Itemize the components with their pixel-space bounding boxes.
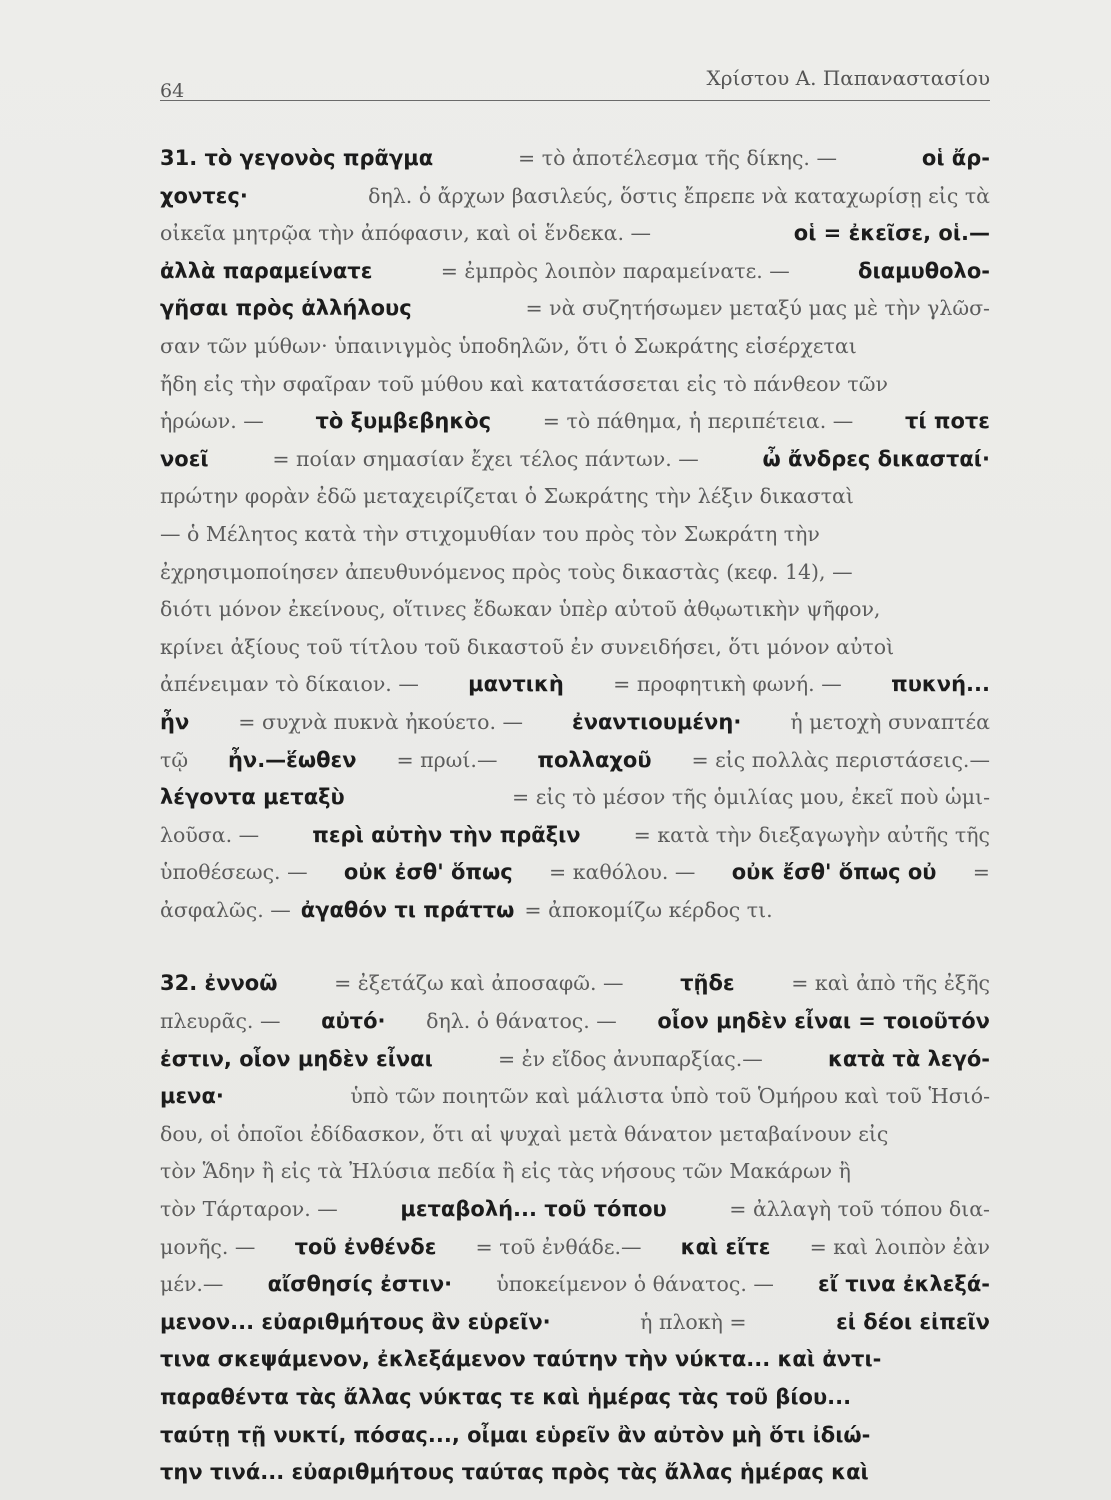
gloss-text: ἡ μετοχὴ συναπτέα (790, 709, 990, 734)
lemma-term: ὦ ἄνδρες δικασταί· (762, 446, 990, 471)
gloss-text: οἰκεῖα μητρῷα τὴν ἀπόφασιν, καὶ οἱ ἕνδεκα. — (160, 221, 651, 246)
text-line (160, 1116, 990, 1154)
text-line (160, 965, 990, 1003)
gloss-text: = ποίαν σημασίαν ἔχει τέλος πάντων. — (272, 446, 699, 471)
gloss-text: ἡρώων. — (160, 409, 264, 434)
gloss-text: διότι μόνον ἐκείνους, οἵτινες ἔδωκαν ὑπὲρ αὐτοῦ ἀθῳωτικὴν ψῆφον, (160, 597, 881, 622)
text-line (160, 1454, 990, 1492)
gloss-text: = καὶ ἀπὸ τῆς ἐξῆς (791, 971, 990, 996)
lemma-term: τῇδε (680, 971, 735, 996)
gloss-text: τὸν Ἅδην ἢ εἰς τὰ Ἠλύσια πεδία ἢ εἰς τὰς νήσους τῶν Μακάρων ἢ (160, 1159, 851, 1184)
text-line (160, 1003, 990, 1041)
lemma-term: 32. ἐννοῶ (160, 971, 278, 996)
gloss-text: = ἐξετάζω καὶ ἀποσαφῶ. — (334, 971, 624, 996)
gloss-text: σαν τῶν μύθων· ὑπαινιγμὸς ὑποδηλῶν, ὅτι ὁ Σωκράτης εἰσέρχεται (160, 333, 857, 358)
text-line (160, 1304, 990, 1342)
text-line (160, 290, 990, 328)
gloss-text: = τοῦ ἐνθάδε.— (475, 1234, 642, 1259)
commentary-paragraph (160, 965, 990, 1491)
lemma-term: οἷον μηδὲν εἶναι = τοιοῦτόν (657, 1009, 990, 1034)
text-line (160, 215, 990, 253)
lemma-term: ἀγαθόν τι πράττω (300, 897, 515, 922)
lemma-term: εἰ δέοι εἰπεῖν (836, 1309, 990, 1334)
text-line (160, 629, 990, 667)
gloss-text: = (972, 860, 990, 885)
gloss-text: κρίνει ἀξίους τοῦ τίτλου τοῦ δικαστοῦ ἐν συνειδήσει, ὅτι μόνον αὐτοὶ (160, 634, 895, 659)
gloss-text: τῷ (160, 747, 189, 772)
lemma-term: καὶ εἴτε (680, 1234, 771, 1259)
text-line (160, 178, 990, 216)
gloss-text: = συχνὰ πυκνὰ ἠκούετο. — (238, 709, 523, 734)
text-line (160, 140, 990, 178)
text-line (160, 892, 990, 930)
gloss-text: = ἐμπρὸς λοιπὸν παραμείνατε. — (440, 258, 790, 283)
gloss-text: = ἐν εἴδος ἀνυπαρξίας.— (497, 1046, 763, 1071)
gloss-text: ἐχρησιμοποίησεν ἀπευθυνόμενος πρὸς τοὺς δικαστὰς (κεφ. 14), — (160, 559, 853, 584)
gloss-text: δηλ. ὁ ἄρχων βασιλεύς, ὅστις ἔπρεπε νὰ καταχωρίσῃ εἰς τὰ (368, 183, 990, 208)
lemma-term: νοεῖ (160, 446, 209, 471)
gloss-text: — ὁ Μέλητος κατὰ τὴν στιχομυθίαν του πρὸς τὸν Σωκράτη τὴν (160, 521, 820, 546)
gloss-text: = εἰς τὸ μέσον τῆς ὁμιλίας μου, ἐκεῖ ποὺ ὡμι- (512, 785, 990, 810)
lemma-term: τοῦ ἐνθένδε (294, 1234, 437, 1259)
lemma-term: οὐκ ἔσθ' ὅπως οὐ (731, 860, 937, 885)
lemma-term: οἱ = ἐκεῖσε, οἱ.— (793, 221, 990, 246)
lemma-term: μενα· (160, 1084, 224, 1109)
lemma-term: μενον... εὐαριθμήτους ἂν εὑρεῖν· (160, 1309, 551, 1334)
lemma-term: ἦν (160, 709, 190, 734)
lemma-term: πυκνή... (891, 672, 990, 697)
lemma-term: περὶ αὐτὴν τὴν πρᾶξιν (312, 822, 581, 847)
text-line (160, 779, 990, 817)
lemma-term: εἴ τινα ἐκλεξά- (818, 1272, 990, 1297)
lemma-term: ἐστιν, οἷον μηδὲν εἶναι (160, 1046, 433, 1071)
lemma-term: οὐκ ἐσθ' ὅπως (343, 860, 513, 885)
text-line (160, 854, 990, 892)
lemma-term: μεταβολή... τοῦ τόπου (400, 1197, 667, 1222)
text-line (160, 366, 990, 404)
lemma-term: ἀλλὰ παραμείνατε (160, 258, 373, 283)
gloss-text: = τὸ ἀποτέλεσμα τῆς δίκης. — (518, 146, 837, 170)
commentary-paragraph (160, 140, 990, 929)
commentary-text (160, 140, 990, 1492)
gloss-text: = καὶ λοιπὸν ἐὰν (809, 1234, 990, 1259)
text-line (160, 328, 990, 366)
text-line (160, 1266, 990, 1304)
gloss-text: λοῦσα. — (160, 822, 260, 847)
text-line (160, 817, 990, 855)
gloss-text: = προφητικὴ φωνή. — (613, 672, 842, 697)
gloss-text: ἤδη εἰς τὴν σφαῖραν τοῦ μύθου καὶ κατατάσσεται εἰς τὸ πάνθεον τῶν (160, 371, 888, 396)
text-line (160, 1379, 990, 1417)
text-line (160, 742, 990, 780)
gloss-text: ἀπένειμαν τὸ δίκαιον. — (160, 672, 419, 697)
lemma-term: διαμυθολο- (858, 258, 990, 283)
gloss-text: ἀσφαλῶς. — (160, 897, 291, 922)
gloss-text: = κατὰ τὴν διεξαγωγὴν αὐτῆς τῆς (633, 822, 990, 847)
lemma-term: αὐτό· (321, 1009, 386, 1034)
text-line (160, 1341, 990, 1379)
gloss-text: = πρωί.— (396, 747, 498, 772)
gloss-text: πρώτην φορὰν ἐδῶ μεταχειρίζεται ὁ Σωκράτης τὴν λέξιν δικασταὶ (160, 484, 854, 509)
text-line (160, 1041, 990, 1079)
gloss-text: ὑπὸ τῶν ποιητῶν καὶ μάλιστα ὑπὸ τοῦ Ὁμήρου καὶ τοῦ Ἡσιό- (350, 1084, 990, 1109)
gloss-text: ὑποκείμενον ὁ θάνατος. — (496, 1272, 774, 1297)
gloss-text: πλευρᾶς. — (160, 1009, 281, 1034)
text-line (160, 554, 990, 592)
page-number: 64 (160, 80, 185, 102)
page-header (160, 66, 990, 101)
gloss-text: μέν.— (160, 1272, 224, 1297)
text-line (160, 666, 990, 704)
text-line (160, 478, 990, 516)
gloss-text: = εἰς πολλὰς περιστάσεις.— (691, 747, 990, 772)
lemma-term: τί ποτε (904, 409, 990, 434)
gloss-text: δηλ. ὁ θάνατος. — (426, 1009, 617, 1034)
lemma-term: οἱ ἄρ- (921, 146, 990, 170)
text-line (160, 704, 990, 742)
text-line (160, 1229, 990, 1267)
lemma-term: 31. τὸ γεγονὸς πρᾶγμα (160, 146, 434, 170)
gloss-text: = τὸ πάθημα, ἡ περιπέτεια. — (542, 409, 854, 434)
lemma-term: παραθέντα τὰς ἄλλας νύκτας τε καὶ ἡμέρας τὰς τοῦ βίου... (160, 1385, 852, 1409)
gloss-text: δου, οἱ ὁποῖοι ἐδίδασκον, ὅτι αἱ ψυχαὶ μετὰ θάνατον μεταβαίνουν εἰς (160, 1121, 889, 1146)
lemma-term: ἦν.—ἕωθεν (227, 747, 357, 772)
gloss-text: = νὰ συζητήσωμεν μεταξύ μας μὲ τὴν γλῶσ- (525, 296, 990, 321)
gloss-text: ἡ πλοκὴ = (640, 1309, 747, 1334)
text-line (160, 591, 990, 629)
gloss-text: = καθόλου. — (549, 860, 696, 885)
text-line (160, 1078, 990, 1116)
text-line (160, 403, 990, 441)
text-line (160, 1191, 990, 1229)
lemma-term: κατὰ τὰ λεγό- (827, 1046, 990, 1071)
lemma-term: τὸ ξυμβεβηκὸς (315, 409, 492, 434)
lemma-term: πολλαχοῦ (537, 747, 652, 772)
text-line (160, 516, 990, 554)
lemma-term: λέγοντα μεταξὺ (160, 785, 345, 810)
text-line (160, 441, 990, 479)
lemma-term: την τινά... εὐαριθμήτους ταύτας πρὸς τὰς ἄλλας ἡμέρας καὶ (160, 1460, 869, 1485)
lemma-term: τινα σκεψάμενον, ἐκλεξάμενον ταύτην τὴν νύκτα... καὶ ἀντι- (160, 1347, 882, 1372)
gloss-text: = ἀποκομίζω κέρδος τι. (524, 897, 773, 922)
lemma-term: μαντικὴ (468, 672, 564, 697)
gloss-text: μονῆς. — (160, 1234, 256, 1259)
gloss-text: = ἀλλαγὴ τοῦ τόπου δια- (729, 1197, 990, 1222)
running-head: Χρίστου Α. Παπαναστασίου (706, 66, 990, 90)
text-line (160, 1153, 990, 1191)
lemma-term: χοντες· (160, 183, 248, 208)
lemma-term: ἐναντιουμένη· (572, 709, 742, 734)
text-line (160, 1417, 990, 1455)
text-line (160, 253, 990, 291)
gloss-text: τὸν Τάρταρον. — (160, 1197, 338, 1222)
lemma-term: γῆσαι πρὸς ἀλλήλους (160, 296, 412, 321)
gloss-text: ὑποθέσεως. — (160, 860, 308, 885)
lemma-term: αἴσθησίς ἐστιν· (267, 1272, 453, 1297)
lemma-term: ταύτῃ τῇ νυκτί, πόσας..., οἶμαι εὑρεῖν ἂν αὐτὸν μὴ ὅτι ἰδιώ- (160, 1422, 871, 1447)
